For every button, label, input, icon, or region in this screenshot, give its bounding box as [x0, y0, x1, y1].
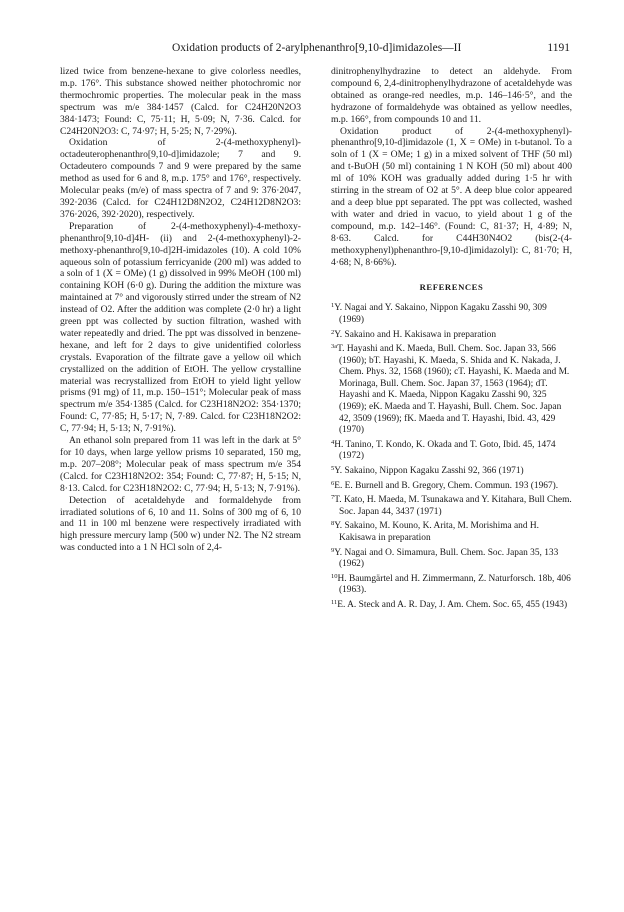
reference-text: E. A. Steck and A. R. Day, J. Am. Chem. Soc. 65, 455 (1943) [337, 599, 568, 610]
right-column [331, 66, 572, 612]
reference-number: 6 [331, 479, 335, 487]
paragraph: dinitrophenylhydrazine to detect an aldehyde. From compound 6, 2,4-dinitrophenylhydrazone of acetaldehyde was obtained as orange-red needles, m.p. 146–146·5°, and the hydrazone of formaldehyde was obtained as yellow needles, m.p. 166°, from compounds 10 and 11. [331, 66, 572, 125]
reference-number: 3a [331, 343, 338, 351]
reference-text: T. Hayashi and K. Maeda, Bull. Chem. Soc. Japan 33, 566 (1960); bT. Hayashi, K. Maeda, S. Shida and K. Nakada, J. Chem. Phys. 32, 1568 (1960); cT. Hayashi, K. Maeda and M. Morinaga, Bull. Chem. Soc. Japan 37, 1563 (1964); dT. Hayashi and K. Maeda, Nippon Kagaku Zasshi 90, 325 (1969); eK. Maeda and T. Hayashi, Bull. Chem. Soc. Japan 42, 3509 (1969); fK. Maeda and T. Hayashi, Ibid. 43, 429 (1970) [337, 344, 570, 436]
reference-number: 9 [331, 546, 335, 554]
reference-item [331, 327, 572, 342]
reference-number: 5 [331, 465, 335, 473]
references-list [331, 300, 572, 611]
reference-text: Y. Nagai and Y. Sakaino, Nippon Kagaku Zasshi 90, 309 (1969) [334, 303, 547, 325]
paragraph: Oxidation product of 2-(4-methoxyphenyl)-phenanthro[9,10-d]imidazole (1, X = OMe) in t-butanol. To a soln of 1 (X = OMe; 1 g) in a mixed solvent of THF (50 ml) and t-BuOH (50 ml) containing 1 N KOH (50 ml) about 400 ml of 10% KOH was gradually added during 1·5 hr with stirring in the stream of O2 at 5°. A deep blue color appeared and a deep blue ppt separated. The ppt was collected, washed with water and dried in vacuo, to yield about 1 g of the compound, m.p. 142–146°. (Found: C, 81·37; H, 4·89; N, 8·63. Calcd. for C44H30N4O2 (bis(2-(4-methoxyphenyl)phenanthro-[9,10-d]imidazolyl): C, 81·70; H, 4·68; N, 8·66%). [331, 125, 572, 268]
reference-text: Y. Sakaino, M. Kouno, K. Arita, M. Morishima and H. Kakisawa in preparation [334, 521, 540, 543]
reference-number: 11 [331, 598, 338, 606]
reference-item [331, 597, 572, 612]
reference-item [331, 571, 572, 597]
paragraph: Preparation of 2-(4-methoxyphenyl)-4-methoxy-phenanthro[9,10-d]4H- (ii) and 2-(4-methoxyphenyl)-2-methoxy-phenanthro[9,10-d]2H-imidazoles (10). A cold 10% aqueous soln of potassium ferricyanide (200 ml) was added to a soln of 1 (X = OMe) (1 g) dissolved in 99% MeOH (100 ml) containing KOH (6·0 g). During the addition the mixture was maintained at 7° and vigorously stirred under the stream of N2 instead of O2. After the addition was complete (2·0 hr) a light green ppt was collected by suction filtration, washed with water repeatedly and dried. The ppt was dissolved in benzene-hexane, and left for 2 days to give unidentified colorless crystals. Evaporation of the filtrate gave a yellow oil which crystallized on the addition of EtOH. The yellow crystalline material was recrystallized from EtOH to yield light yellow prisms (91 mg) of 11, m.p. 150–151°; Molecular peak of mass spectrum m/e 354·1385 (Calcd. for C23H18N2O2: 354·1370; Found: C, 77·85; H, 5·17; N, 7·89. Calcd. for C23H18N2O2: C, 77·94; H, 5·13; N, 7·91%). [60, 220, 301, 435]
page-number: 1191 [547, 42, 570, 54]
reference-number: 10 [331, 572, 338, 580]
running-title: Oxidation products of 2-arylphenanthro[9,10-d]imidazoles—II [172, 42, 462, 54]
reference-item [331, 545, 572, 571]
reference-item [331, 518, 572, 544]
reference-item [331, 463, 572, 478]
paragraph: Detection of acetaldehyde and formaldehyde from irradiated solutions of 6, 10 and 11. Solns of 300 mg of 6, 10 and 11 in 100 ml benzene were respectively irradiated with high pressure mercury lamp (500 w) under N2. The N2 stream was conducted into a 1 N HCl soln of 2,4- [60, 494, 301, 554]
reference-text: Y. Sakaino, Nippon Kagaku Zasshi 92, 366 (1971) [334, 466, 524, 477]
paragraph: lized twice from benzene-hexane to give colorless needles, m.p. 176°. This substance showed neither photochromic nor thermochromic properties. The molecular peak in the mass spectrum was m/e 384·1457 (Calcd. for C24H20N2O3 384·1473; Found: C, 75·11; H, 5·09; N, 7·36. Calcd. for C24H20N2O3: C, 74·97; H, 5·25; N, 7·29%). [60, 66, 301, 137]
left-column [60, 66, 301, 554]
reference-item [331, 492, 572, 518]
reference-number: 8 [331, 520, 335, 528]
reference-text: H. Baumgärtel and H. Zimmermann, Z. Naturforsch. 18b, 406 (1963). [337, 573, 571, 596]
paragraph: An ethanol soln prepared from 11 was left in the dark at 5° for 10 days, when large yellow prisms 10 separated, 150 mg, m.p. 207–208°; Molecular peak of mass spectrum m/e 354 (Calcd. for C23H18N2O2: 354; Found: C, 77·87; H, 5·15; N, 8·13. Calcd. for C23H18N2O2: C, 77·94; H, 5·13; N, 7·91%). [60, 435, 301, 494]
reference-number: 1 [331, 302, 335, 310]
references-heading: REFERENCES [419, 282, 484, 293]
reference-text: Y. Nagai and O. Simamura, Bull. Chem. Soc. Japan 35, 133 (1962) [334, 547, 559, 570]
page-header [60, 40, 570, 56]
reference-number: 7 [331, 494, 335, 502]
reference-text: Y. Sakaino and H. Kakisawa in preparation [334, 329, 497, 340]
reference-item [331, 478, 572, 493]
reference-text: H. Tanino, T. Kondo, K. Okada and T. Goto, Ibid. 45, 1474 (1972) [334, 439, 556, 462]
reference-item [331, 437, 572, 463]
reference-number: 2 [331, 328, 335, 336]
reference-item [331, 300, 572, 326]
reference-number: 4 [331, 438, 335, 446]
reference-text: T. Kato, H. Maeda, M. Tsunakawa and Y. Kitahara, Bull Chem. Soc. Japan 44, 3437 (1971) [334, 495, 572, 517]
reference-item [331, 341, 572, 437]
paragraph: Oxidation of 2-(4-methoxyphenyl)-octadeuterophenanthro[9,10-d]imidazole; 7 and 9. Octadeutero compounds 7 and 9 were prepared by the same method as used for 6 and 8, m.p. 175° and 176°, respectively. Molecular peaks (m/e) of mass spectra of 7 and 9: 376·2047, 392·2036 (Calcd. for C24H12D8N2O2, C24H12D8N2O3: 376·2026, 392·2020), respectively. [60, 137, 301, 220]
reference-text: E. E. Burnell and B. Gregory, Chem. Commun. 193 (1967). [334, 480, 559, 491]
